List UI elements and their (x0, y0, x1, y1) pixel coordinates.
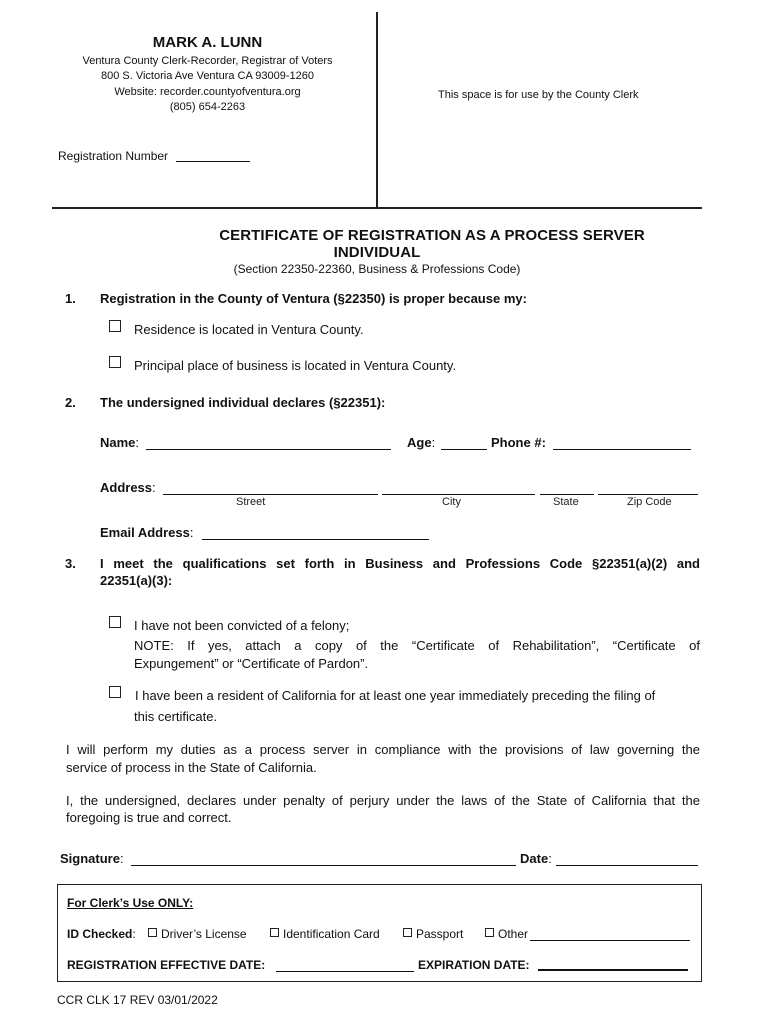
perjury-statement-line2: foregoing is true and correct. (66, 810, 232, 825)
section-2-number: 2. (65, 395, 76, 410)
header-divider-horizontal (52, 207, 702, 209)
state-field[interactable] (540, 494, 594, 495)
county-clerk-space: This space is for use by the County Clerk (438, 89, 639, 101)
resident-checkbox[interactable] (109, 686, 121, 698)
phone-field[interactable] (553, 449, 691, 450)
page-title: CERTIFICATE OF REGISTRATION AS A PROCESS SERVER (219, 227, 645, 244)
drivers-license-checkbox[interactable] (148, 928, 157, 937)
perjury-statement-line1: I, the undersigned, declares under penalty of perjury under the laws of the State of California that the (66, 793, 700, 808)
signature-label: Signature: (60, 851, 124, 866)
email-field[interactable] (202, 539, 429, 540)
residence-checkbox[interactable] (109, 320, 121, 332)
duties-statement-line2: service of process in the State of California. (66, 760, 317, 775)
section-1-heading: Registration in the County of Ventura (§22350) is proper because my: (100, 291, 527, 306)
other-option[interactable]: Other (485, 927, 528, 941)
registration-number-field[interactable] (176, 161, 250, 162)
section-3-heading-line2: 22351(a)(3): (100, 573, 173, 588)
expiration-date-label: EXPIRATION DATE: (418, 958, 530, 972)
identification-card-option[interactable]: Identification Card (270, 927, 380, 941)
email-label: Email Address: (100, 525, 194, 540)
passport-option[interactable]: Passport (403, 927, 463, 941)
page-subtitle: INDIVIDUAL (333, 244, 421, 261)
date-label: Date: (520, 851, 552, 866)
expiration-date-field[interactable] (538, 969, 688, 971)
other-field[interactable] (530, 940, 690, 941)
zip-caption: Zip Code (627, 496, 672, 508)
section-3-number: 3. (65, 556, 76, 571)
name-field[interactable] (146, 449, 391, 450)
header-divider-vertical (376, 12, 378, 208)
street-field[interactable] (163, 494, 378, 495)
street-caption: Street (236, 496, 266, 508)
age-field[interactable] (441, 449, 487, 450)
business-label: Principal place of business is located in Ventura County. (134, 358, 457, 373)
header-phone: (805) 654-2263 (169, 101, 246, 113)
felony-label: I have not been convicted of a felony; (134, 618, 350, 633)
other-checkbox[interactable] (485, 928, 494, 937)
section-1-number: 1. (65, 291, 76, 306)
registration-effective-date-field[interactable] (276, 971, 414, 972)
identification-card-checkbox[interactable] (270, 928, 279, 937)
signature-field[interactable] (131, 865, 516, 866)
page-section-ref: (Section 22350-22360, Business & Professions Code) (233, 262, 521, 276)
zip-field[interactable] (598, 494, 698, 495)
state-caption: State (553, 496, 579, 508)
header-address: 800 S. Victoria Ave Ventura CA 93009-1260 (100, 70, 315, 82)
name-label: Name: (100, 435, 140, 450)
section-2-heading: The undersigned individual declares (§22351): (100, 395, 386, 410)
header-org: Ventura County Clerk-Recorder, Registrar of Voters (82, 55, 333, 67)
address-label: Address: (100, 480, 156, 495)
city-caption: City (442, 496, 461, 508)
form-id: CCR CLK 17 REV 03/01/2022 (57, 993, 218, 1007)
felony-note-line1: NOTE: If yes, attach a copy of the “Certificate of Rehabilitation”, “Certificate of (134, 638, 700, 653)
business-checkbox[interactable] (109, 356, 121, 368)
registration-effective-date-label: REGISTRATION EFFECTIVE DATE: (67, 958, 266, 972)
date-field[interactable] (556, 865, 698, 866)
felony-note-line2: Expungement” or “Certificate of Pardon”. (134, 656, 369, 671)
header-name: MARK A. LUNN (152, 34, 263, 51)
drivers-license-option[interactable]: Driver’s License (148, 927, 247, 941)
age-label: Age: (407, 435, 436, 450)
registration-number-label: Registration Number (58, 149, 169, 163)
felony-checkbox[interactable] (109, 616, 121, 628)
city-field[interactable] (382, 494, 535, 495)
duties-statement-line1: I will perform my duties as a process server in compliance with the provisions of law governing the (66, 742, 700, 757)
section-3-heading-line1: I meet the qualifications set forth in Business and Professions Code §22351(a)(2) and (100, 556, 700, 571)
residence-label: Residence is located in Ventura County. (134, 322, 364, 337)
resident-label-line1: I have been a resident of California for at least one year immediately preceding the filing of (135, 688, 656, 703)
resident-label-line2: this certificate. (134, 709, 218, 724)
clerk-use-title: For Clerk’s Use ONLY: (67, 896, 194, 910)
phone-label: Phone #: (491, 435, 546, 450)
passport-checkbox[interactable] (403, 928, 412, 937)
id-checked-label: ID Checked: (67, 927, 136, 941)
header-website: Website: recorder.countyofventura.org (114, 86, 301, 98)
